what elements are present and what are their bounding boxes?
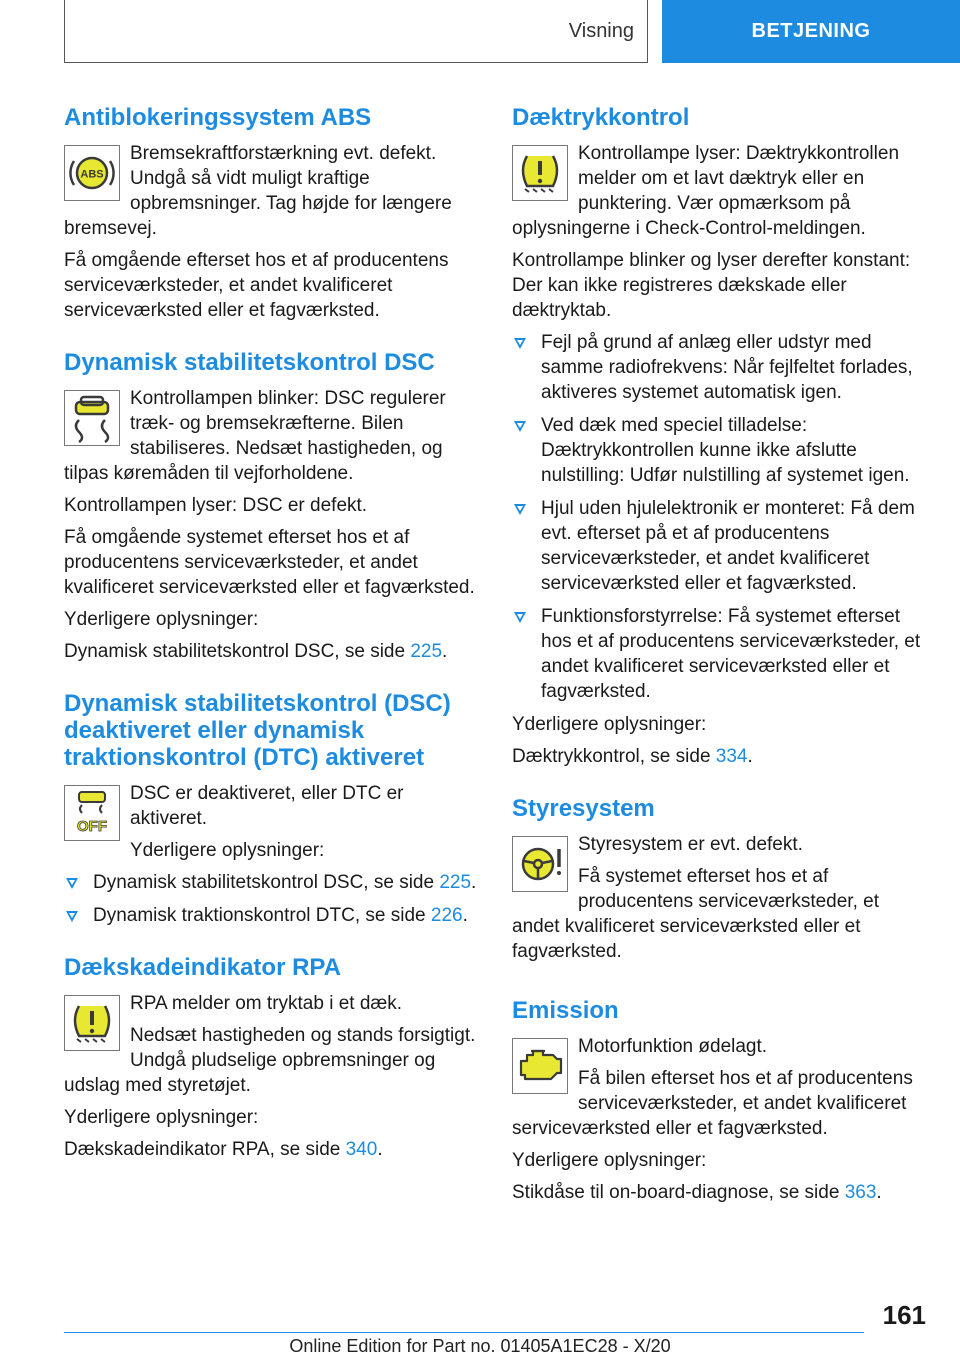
svg-text:OFF: OFF <box>77 818 107 835</box>
right-column <box>512 96 928 1231</box>
abs-text-2: Få omgående efterset hos et af producentens serviceværksteder, et andet kvalificeret serviceværksted eller et fagværksted. <box>64 250 449 321</box>
dsc-off-icon <box>64 785 120 841</box>
list-item: Ved dæk med speciel tilladelse: Dæktrykkontrollen kunne ikke afslutte nulstilling: Udfør nulstilling af systemet igen. <box>512 413 928 488</box>
section-tpm <box>512 104 928 769</box>
header-section-visning[interactable]: Visning <box>568 20 634 42</box>
tpm-text-1: Kontrollampe lyser: Dæktrykkontrollen melder om et lavt dæktryk eller en punktering. Vær opmærksom på oplysningerne i Check-Control-meldingen. <box>512 143 900 239</box>
rpa-reference: Dækskadeindikator RPA, se side 340. <box>64 1139 383 1160</box>
tpm-text-2: Kontrollampe blinker og lyser derefter konstant: Der kan ikke registreres dækskade eller dæktryktab. <box>512 250 911 321</box>
dtc-heading: Dynamisk stabilitetskontrol (DSC) deaktiveret eller dynamisk traktionskontrol (DTC) aktiveret <box>64 690 451 771</box>
list-item: Dynamisk stabilitetskontrol DSC, se side 225. <box>64 870 480 895</box>
emission-heading: Emission <box>512 997 619 1024</box>
section-steering <box>512 795 928 971</box>
steering-heading: Styresystem <box>512 795 655 822</box>
dsc-reference: Dynamisk stabilitetskontrol DSC, se side 225. <box>64 641 448 662</box>
list-item: Funktionsforstyrrelse: Få systemet efterset hos et af producentens serviceværksteder, et andet kvalificeret serviceværksted eller et fagværksted. <box>512 604 928 704</box>
rpa-text-2: Nedsæt hastigheden og stands forsigtigt. Undgå pludselige opbremsninger og udslag med styretøjet. <box>64 1025 476 1096</box>
tpm-heading: Dæktrykkontrol <box>512 104 690 131</box>
steering-text-2: Få systemet efterset hos et af producentens serviceværksteder, et andet kvalificeret serviceværksted eller et fagværksted. <box>512 866 879 962</box>
emission-text-2: Få bilen efterset hos et af producentens serviceværksteder, et andet kvalificeret serviceværksted eller et fagværksted. <box>512 1068 913 1139</box>
rpa-text-3: Yderligere oplysninger: <box>64 1107 259 1128</box>
header-section-betjening[interactable]: BETJENING <box>662 0 960 63</box>
svg-text:ABS: ABS <box>80 168 104 181</box>
section-abs <box>64 104 480 323</box>
list-item: Hjul uden hjulelektronik er monteret: Få dem evt. efterset på et af producentens serviceværksteder, et andet kvalificeret serviceværksted eller et fagværksted. <box>512 496 928 596</box>
footer-divider <box>64 1332 864 1333</box>
abs-text-1: Bremsekraftforstærkning evt. defekt. Undgå så vidt muligt kraftige opbremsninger. Tag højde for længere bremsevej. <box>64 143 452 239</box>
tire-pressure-icon <box>512 145 568 201</box>
dtc-dsc-page-link[interactable]: 225 <box>439 872 472 893</box>
dsc-text-3: Få omgående systemet efterset hos et af producentens serviceværksteder, et andet kvalificeret serviceværksted eller et fagværksted. <box>64 527 475 598</box>
emission-reference: Stikdåse til on-board-diagnose, se side 363. <box>512 1182 882 1203</box>
steering-wheel-warning-icon <box>512 836 568 892</box>
dsc-page-link[interactable]: 225 <box>410 641 443 662</box>
emission-page-link[interactable]: 363 <box>844 1182 877 1203</box>
rpa-heading: Dækskadeindikator RPA <box>64 954 341 981</box>
section-rpa <box>64 954 480 1162</box>
engine-warning-icon <box>512 1038 568 1094</box>
footer-edition: Online Edition for Part no. 01405A1EC28 - X/20 <box>289 1336 671 1356</box>
tpm-text-3: Yderligere oplysninger: <box>512 714 707 735</box>
rpa-text-1: RPA melder om tryktab i et dæk. <box>130 993 403 1014</box>
dsc-text-1: Kontrollampen blinker: DSC regulerer træk- og bremsekræfterne. Bilen stabiliseres. Nedsæt hastigheden, og tilpas køremåden til vejforholdene. <box>64 388 446 484</box>
abs-heading: Antiblokeringssystem ABS <box>64 104 372 131</box>
dsc-heading: Dynamisk stabilitetskontrol DSC <box>64 349 435 376</box>
dtc-list <box>64 870 480 928</box>
dtc-dtc-page-link[interactable]: 226 <box>430 905 463 926</box>
steering-text-1: Styresystem er evt. defekt. <box>578 834 803 855</box>
emission-text-3: Yderligere oplysninger: <box>512 1150 707 1171</box>
abs-warning-icon <box>64 145 120 201</box>
section-emission <box>512 997 928 1205</box>
dsc-car-skid-icon <box>64 390 120 446</box>
list-item: Fejl på grund af anlæg eller udstyr med samme radiofrekvens: Når fejlfeltet forlades, aktiveres systemet automatisk igen. <box>512 330 928 405</box>
emission-text-1: Motorfunktion ødelagt. <box>578 1036 768 1057</box>
list-item: Dynamisk traktionskontrol DTC, se side 226. <box>64 903 480 928</box>
rpa-page-link[interactable]: 340 <box>345 1139 378 1160</box>
dtc-text-2: Yderligere oplysninger: <box>130 840 325 861</box>
section-dsc <box>64 349 480 664</box>
tpm-list <box>512 330 928 704</box>
page-number: 161 <box>882 1300 926 1330</box>
tire-warning-icon <box>64 995 120 1051</box>
section-dtc <box>64 690 480 928</box>
dsc-text-4: Yderligere oplysninger: <box>64 609 259 630</box>
dsc-text-2: Kontrollampen lyser: DSC er defekt. <box>64 495 368 516</box>
dtc-text-1: DSC er deaktiveret, eller DTC er aktiveret. <box>130 783 404 829</box>
left-column <box>64 96 480 1188</box>
tpm-page-link[interactable]: 334 <box>715 746 748 767</box>
tpm-reference: Dæktrykkontrol, se side 334. <box>512 746 753 767</box>
